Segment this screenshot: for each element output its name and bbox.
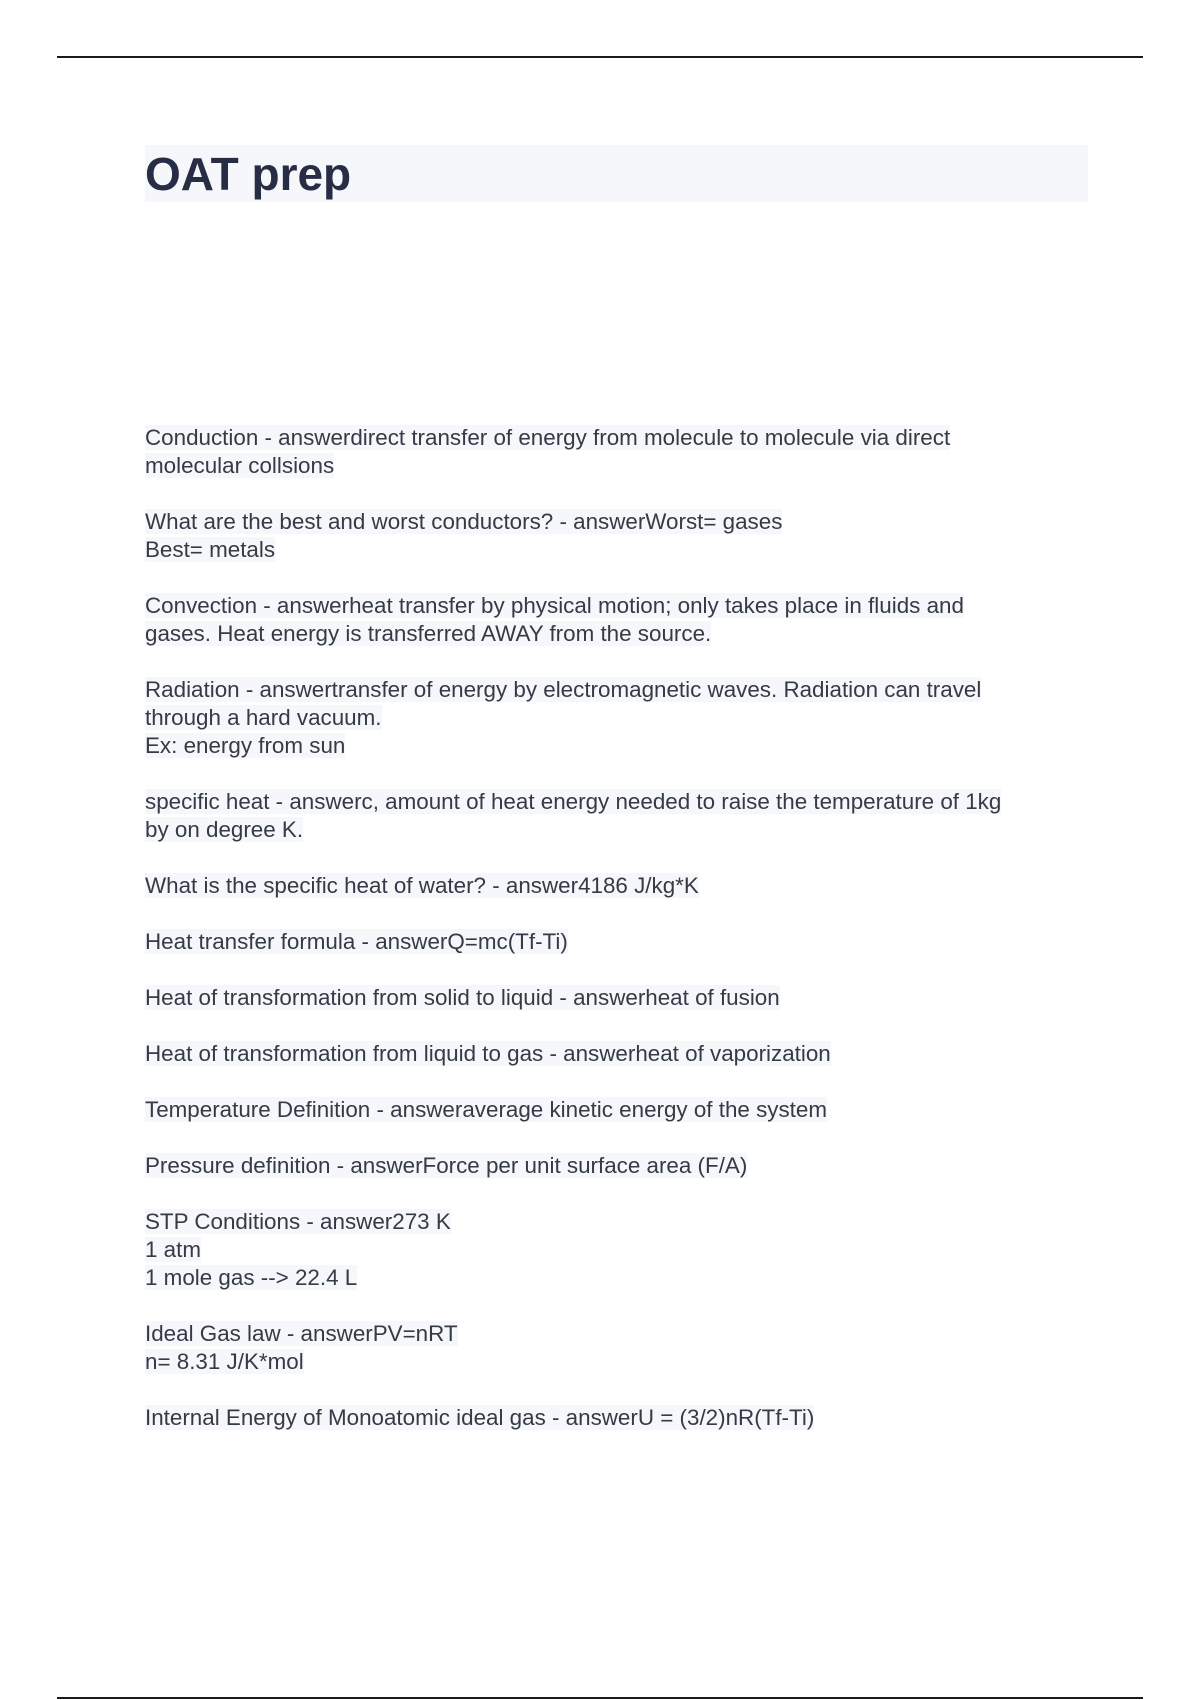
flashcard-text: Heat transfer formula - answerQ=mc(Tf-Ti) — [145, 929, 568, 954]
flashcard-text: Internal Energy of Monoatomic ideal gas - answerU = (3/2)nR(Tf-Ti) — [145, 1405, 815, 1430]
flashcard-line — [145, 732, 1088, 760]
flashcard-text: Best= metals — [145, 537, 276, 562]
flashcard-line — [145, 984, 1088, 1012]
flashcard-line — [145, 536, 1088, 564]
flashcard-line — [145, 592, 1088, 620]
flashcard-text: 1 atm — [145, 1237, 201, 1262]
flashcard-text: through a hard vacuum. — [145, 705, 382, 730]
flashcard-line — [145, 1208, 1088, 1236]
flashcard-text: What is the specific heat of water? - answer4186 J/kg*K — [145, 873, 699, 898]
flashcard-text: by on degree K. — [145, 817, 304, 842]
flashcard-line — [145, 452, 1088, 480]
flashcard-item — [145, 984, 1088, 1012]
flashcard-item — [145, 872, 1088, 900]
flashcard-text: Heat of transformation from solid to liquid - answerheat of fusion — [145, 985, 780, 1010]
flashcard-line — [145, 1096, 1088, 1124]
flashcard-line — [145, 508, 1088, 536]
flashcard-line — [145, 928, 1088, 956]
flashcard-item — [145, 592, 1088, 648]
top-rule — [57, 56, 1143, 58]
flashcard-text: Ideal Gas law - answerPV=nRT — [145, 1321, 458, 1346]
flashcard-text: Pressure definition - answerForce per unit surface area (F/A) — [145, 1153, 748, 1178]
flashcard-text: Heat of transformation from liquid to gas - answerheat of vaporization — [145, 1041, 831, 1066]
flashcard-text: STP Conditions - answer273 K — [145, 1209, 451, 1234]
flashcard-line — [145, 816, 1088, 844]
flashcard-item — [145, 928, 1088, 956]
flashcard-line — [145, 1348, 1088, 1376]
flashcard-text: gases. Heat energy is transferred AWAY from the source. — [145, 621, 712, 646]
flashcard-line — [145, 1264, 1088, 1292]
flashcard-text: What are the best and worst conductors? - answerWorst= gases — [145, 509, 783, 534]
flashcard-item — [145, 1320, 1088, 1376]
bottom-rule — [57, 1697, 1143, 1699]
flashcard-text: molecular collsions — [145, 453, 335, 478]
page-title: OAT prep — [145, 148, 352, 200]
flashcard-line — [145, 620, 1088, 648]
flashcard-item — [145, 1404, 1088, 1432]
flashcard-line — [145, 788, 1088, 816]
flashcard-text: Conduction - answerdirect transfer of energy from molecule to molecule via direct — [145, 425, 951, 450]
flashcard-item — [145, 788, 1088, 844]
flashcard-item — [145, 1096, 1088, 1124]
flashcard-item — [145, 424, 1088, 480]
flashcard-text: Convection - answerheat transfer by physical motion; only takes place in fluids and — [145, 593, 964, 618]
flashcard-text: n= 8.31 J/K*mol — [145, 1349, 304, 1374]
flashcard-line — [145, 1404, 1088, 1432]
flashcard-item — [145, 508, 1088, 564]
flashcard-item — [145, 1152, 1088, 1180]
flashcard-line — [145, 424, 1088, 452]
flashcard-text: Radiation - answertransfer of energy by electromagnetic waves. Radiation can travel — [145, 677, 982, 702]
flashcard-line — [145, 872, 1088, 900]
flashcard-line — [145, 704, 1088, 732]
flashcard-item — [145, 1208, 1088, 1292]
flashcard-list — [145, 424, 1088, 1460]
flashcard-line — [145, 1152, 1088, 1180]
flashcard-line — [145, 1320, 1088, 1348]
flashcard-text: specific heat - answerc, amount of heat energy needed to raise the temperature of 1kg — [145, 789, 1002, 814]
flashcard-text: Ex: energy from sun — [145, 733, 346, 758]
flashcard-line — [145, 676, 1088, 704]
flashcard-line — [145, 1236, 1088, 1264]
flashcard-item — [145, 676, 1088, 760]
flashcard-text: Temperature Definition - answeraverage kinetic energy of the system — [145, 1097, 827, 1122]
flashcard-item — [145, 1040, 1088, 1068]
flashcard-text: 1 mole gas --> 22.4 L — [145, 1265, 358, 1290]
flashcard-line — [145, 1040, 1088, 1068]
